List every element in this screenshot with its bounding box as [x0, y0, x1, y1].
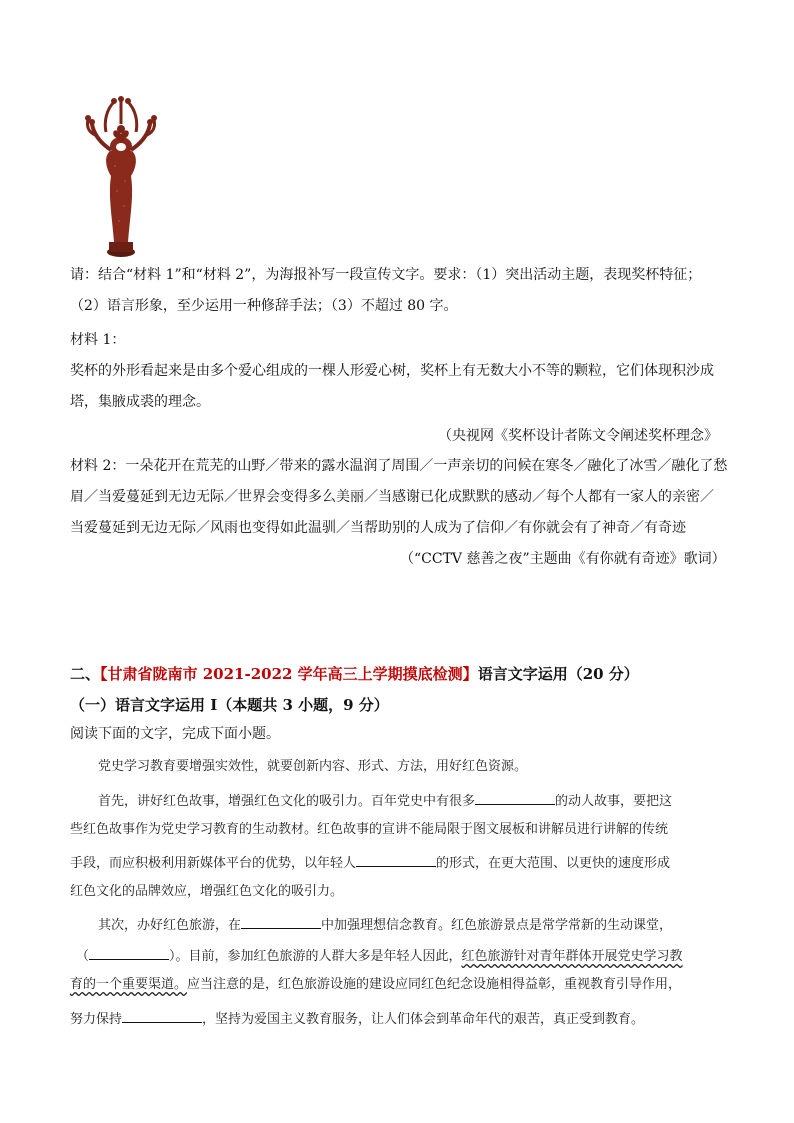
fill-blank-2[interactable]: [356, 852, 436, 867]
prompt-line-1: 请：结合“材料 1”和“材料 2”，为海报补写一段宣传文字。要求：（1）突出活动主题，表现奖杯特征；: [70, 267, 702, 283]
material2-line-3: 当爱蔓延到无边无际／风雨也变得如此温驯／当帮助别的人成为了信仰／有你就会有了神奇／有奇迹: [70, 520, 686, 536]
passage-text: 首先，讲好红色故事，增强红色文化的吸引力。百年党史中有很多: [98, 794, 476, 809]
trophy-image: [84, 96, 159, 258]
subsection-instruction: 阅读下面的文字，完成下面小题。: [70, 726, 280, 742]
passage-text: 努力保持: [70, 1012, 123, 1027]
passage-text: 其次，办好红色旅游，在: [98, 918, 242, 933]
passage-text: （: [76, 949, 90, 964]
passage-p2-line-1: [98, 790, 672, 811]
passage-text: 应当注意的是，红色旅游设施的建设应同红色纪念设施相得益彰，重视教育引导作用，: [187, 977, 682, 992]
passage-text: ，坚持为爱国主义教育服务，让人们体会到革命年代的艰苦，真正受到教育。: [202, 1012, 645, 1027]
material2-line-1: 材料 2：一朵花开在荒芜的山野／带来的露水温润了周围／一声亲切的问候在寒冬／融化了冰雪／融化了愁: [70, 458, 728, 474]
fill-blank-3[interactable]: [241, 914, 321, 929]
passage-p2-line-3: [70, 852, 670, 873]
passage-text: ）。目前，参加红色旅游的人群大多是年轻人因此，: [169, 949, 462, 964]
passage-p1: 党史学习教育要增强实效性，就要创新内容、形式、方法，用好红色资源。: [98, 759, 528, 774]
fill-blank-5[interactable]: [122, 1008, 202, 1023]
material2-source: （“CCTV 慈善之夜”主题曲《有你就有奇迹》歌词）: [400, 551, 726, 567]
material1-line-2: 塔，集腋成裘的理念。: [70, 394, 210, 410]
material1-source: （央视网《奖杯设计者陈文令阐述奖杯理念》: [438, 428, 718, 444]
passage-p3-line-4: [70, 1008, 644, 1029]
passage-text: 的形式，在更大范围、以更快的速度形成: [436, 856, 671, 871]
wavy-underlined-text: 红色旅游针对青年群体开展党史学习教: [461, 949, 683, 964]
prompt-line-2: （2）语言形象，至少运用一种修辞手法；（3）不超过 80 字。: [70, 298, 458, 314]
passage-text: 的动人故事，要把这: [555, 794, 673, 809]
section2-header: [70, 663, 639, 684]
subsection-title: （一）语言文字运用 I（本题共 3 小题，9 分）: [70, 696, 389, 714]
section2-title: 语言文字运用（20 分）: [477, 665, 639, 683]
section2-source: 【甘肃省陇南市 2021-2022 学年高三上学期摸底检测】: [100, 665, 478, 683]
wavy-underlined-text: 育的一个重要渠道。: [70, 977, 188, 992]
passage-p2-line-4: 红色文化的品牌效应，增强红色文化的吸引力。: [70, 884, 344, 899]
trophy-icon: [84, 96, 159, 258]
passage-p3-line-2: [76, 945, 683, 966]
passage-p3-line-3: [70, 976, 681, 994]
section2-prefix: 二、: [70, 665, 101, 683]
material1-label: 材料 1：: [70, 332, 126, 348]
fill-blank-4[interactable]: [89, 945, 169, 960]
passage-text: 中加强理想信念教育。红色旅游景点是常学常新的生动课堂，: [321, 918, 673, 933]
passage-p2-line-2: 些红色故事作为党史学习教育的生动教材。红色故事的宣讲不能局限于图文展板和讲解员进行讲解的传统: [70, 822, 669, 837]
material2-line-2: 眉／当爱蔓延到无边无际／世界会变得多么美丽／当感谢已化成默默的感动／每个人都有一家人的亲密／: [70, 489, 714, 505]
material1-line-1: 奖杯的外形看起来是由多个爱心组成的一棵人形爱心树，奖杯上有无数大小不等的颗粒，它们体现积沙成: [70, 363, 714, 379]
passage-p3-line-1: [98, 914, 672, 935]
passage-text: 手段，而应积极利用新媒体平台的优势，以年轻人: [70, 856, 357, 871]
fill-blank-1[interactable]: [475, 790, 555, 805]
